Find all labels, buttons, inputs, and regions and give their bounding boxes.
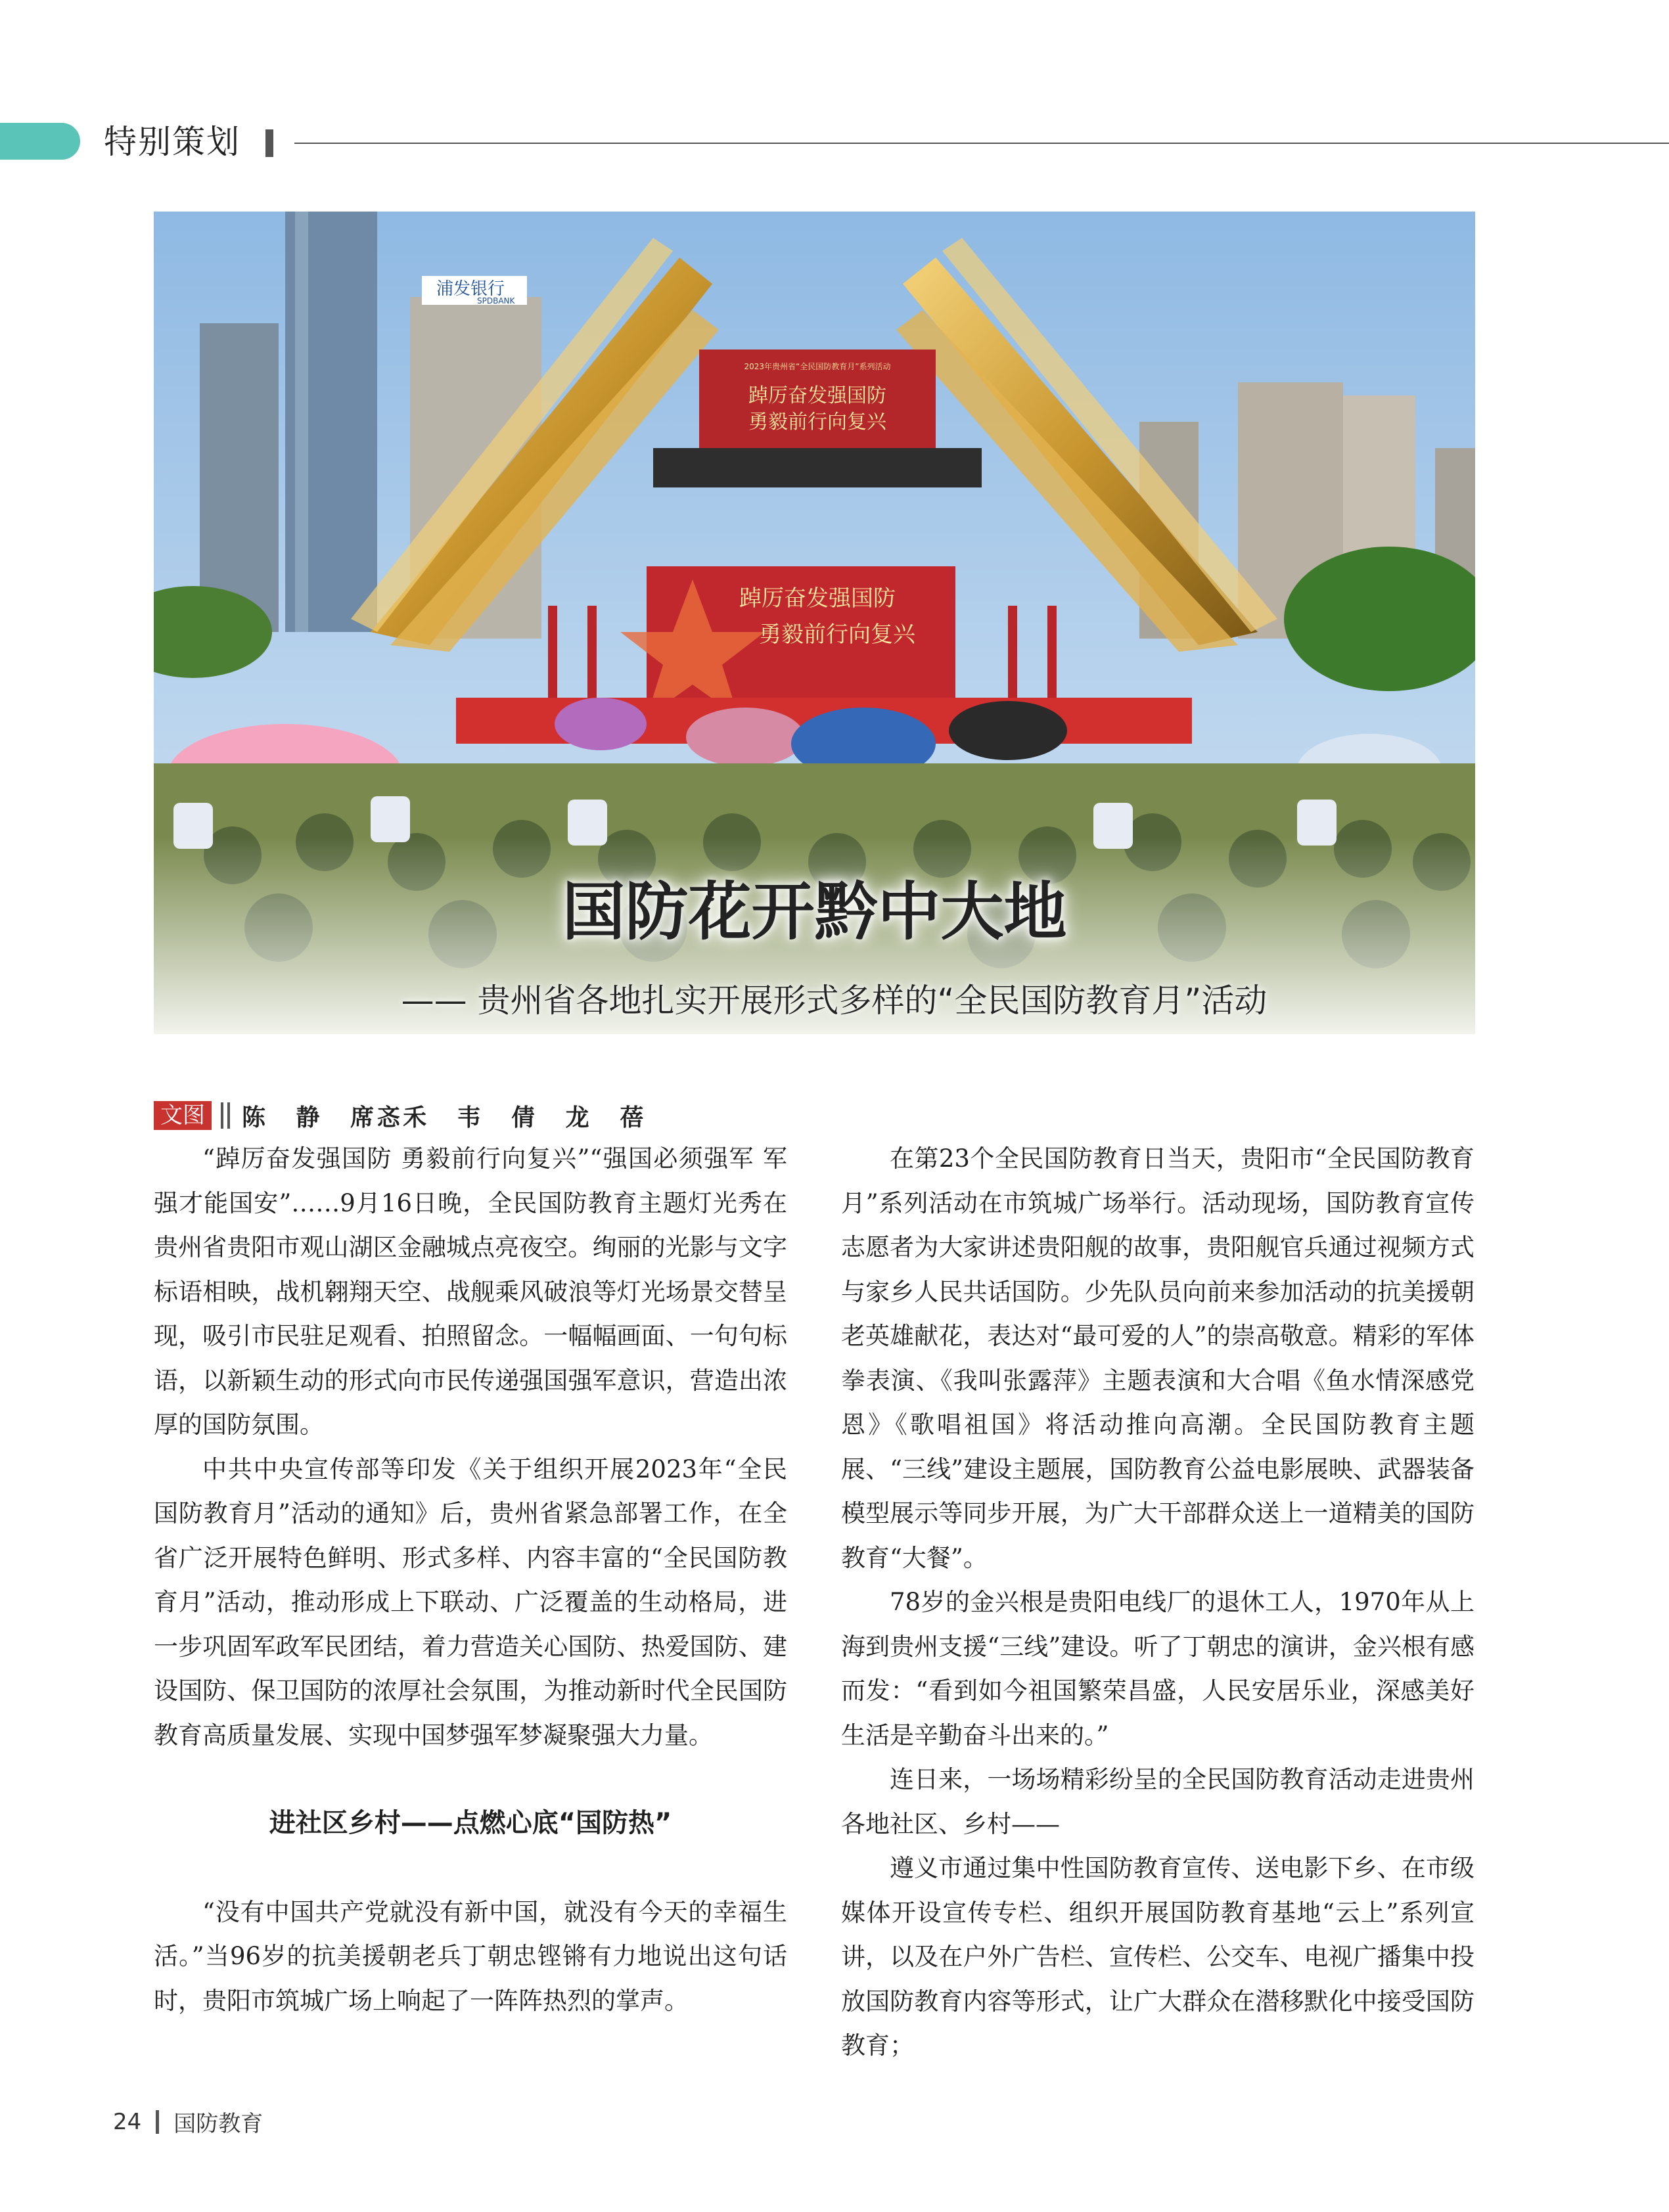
paragraph: 中共中央宣传部等印发《关于组织开展2023年“全民国防教育月”活动的通知》后，贵州省紧急部署工作，在全省广泛开展特色鲜明、形式多样、内容丰富的“全民国防教育月”活动，推动形成上下联动、广泛覆盖的生动格局，进一步巩固军政军民团结，着力营造关心国防、热爱国防、建设国防、保卫国防的浓厚社会氛围，为推动新时代全民国防教育高质量发展、实现中国梦强军梦凝聚强大力量。 bbox=[154, 1455, 787, 1749]
header-divider-bar bbox=[265, 129, 273, 157]
article-headline: 国防花开黔中大地 bbox=[562, 875, 1067, 949]
byline-authors: 陈 静 席忞禾 韦 倩 龙 蓓 bbox=[242, 1104, 647, 1131]
header-rule bbox=[294, 143, 1669, 144]
header-accent-tab bbox=[0, 123, 80, 160]
byline bbox=[154, 1098, 646, 1133]
svg-text:SPDBANK: SPDBANK bbox=[477, 296, 515, 305]
paragraph: 连日来，一场场精彩纷呈的全民国防教育活动走进贵州各地社区、乡村—— bbox=[841, 1765, 1475, 1838]
paragraph: 在第23个全民国防教育日当天，贵阳市“全民国防教育月”系列活动在市筑城广场举行。活动现场，国防教育宣传志愿者为大家讲述贵阳舰的故事，贵阳舰官兵通过视频方式与家乡人民共话国防。少先队员向前来参加活动的抗美援朝老英雄献花，表达对“最可爱的人”的崇高敬意。精彩的军体拳表演、《我叫张露萍》主题表演和大合唱《鱼水情深感党恩》《歌唱祖国》将活动推向高潮。全民国防教育主题展、“三线”建设主题展，国防教育公益电影展映、武器装备模型展示等同步开展，为广大干部群众送上一道精美的国防教育“大餐”。 bbox=[841, 1144, 1475, 1572]
svg-text:勇毅前行向复兴: 勇毅前行向复兴 bbox=[748, 411, 886, 434]
byline-divider bbox=[221, 1102, 223, 1129]
page-footer bbox=[113, 2106, 263, 2138]
byline-divider bbox=[227, 1102, 230, 1129]
svg-text:踔厉奋发强国防: 踔厉奋发强国防 bbox=[739, 585, 896, 612]
section-title: 特别策划 bbox=[104, 123, 240, 161]
svg-text:勇毅前行向复兴: 勇毅前行向复兴 bbox=[759, 621, 915, 648]
paragraph: “踔厉奋发强国防 勇毅前行向复兴”“强国必须强军 军强才能国安”……9月16日晚，全民国防教育主题灯光秀在贵州省贵阳市观山湖区金融城点亮夜空。绚丽的光影与文字标语相映，战机翱翔天空、战舰乘风破浪等灯光场景交替呈现，吸引市民驻足观看、拍照留念。一幅幅画面、一句句标语，以新颖生动的形式向市民传递强国强军意识，营造出浓厚的国防氛围。 bbox=[154, 1144, 787, 1439]
page-number: 24 bbox=[113, 2108, 142, 2135]
body-column-left bbox=[154, 1137, 787, 2023]
magazine-name: 国防教育 bbox=[173, 2111, 263, 2137]
paragraph: “没有中国共产党就没有新中国，就没有今天的幸福生活。”当96岁的抗美援朝老兵丁朝忠铿锵有力地说出这句话时，贵阳市筑城广场上响起了一阵阵热烈的掌声。 bbox=[154, 1897, 787, 2015]
svg-text:踔厉奋发强国防: 踔厉奋发强国防 bbox=[748, 384, 886, 407]
article-subheadline: —— 贵州省各地扎实开展形式多样的“全民国防教育月”活动 bbox=[401, 982, 1268, 1020]
section-heading: 进社区乡村——点燃心底“国防热” bbox=[269, 1808, 672, 1838]
svg-text:2023年贵州省“全民国防教育月”系列活动: 2023年贵州省“全民国防教育月”系列活动 bbox=[744, 362, 891, 371]
paragraph: 遵义市通过集中性国防教育宣传、送电影下乡、在市级媒体开设宣传专栏、组织开展国防教育基地“云上”系列宣讲，以及在户外广告栏、宣传栏、公交车、电视广播集中投放国防教育内容等形式，让广大群众在潜移默化中接受国防教育； bbox=[841, 1854, 1475, 2060]
paragraph: 78岁的金兴根是贵阳电线厂的退休工人，1970年从上海到贵州支援“三线”建设。听了丁朝忠的演讲，金兴根有感而发：“看到如今祖国繁荣昌盛，人民安居乐业，深感美好生活是辛勤奋斗出来的。” bbox=[841, 1588, 1475, 1749]
footer-divider bbox=[156, 2110, 159, 2134]
body-column-right bbox=[841, 1137, 1475, 2068]
svg-text:浦发银行: 浦发银行 bbox=[436, 279, 505, 299]
article-photo bbox=[154, 212, 1475, 1034]
byline-label: 文图 bbox=[154, 1101, 212, 1130]
